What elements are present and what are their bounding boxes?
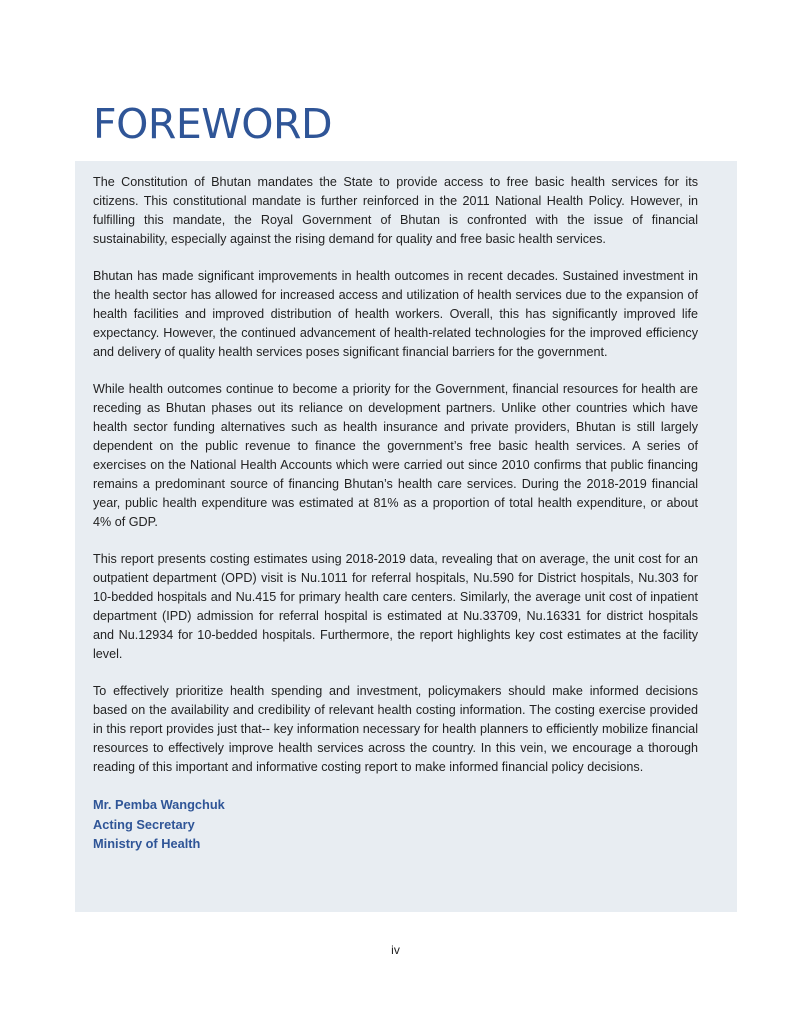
paragraph-4: This report presents costing estimates using 2018-2019 data, revealing that on average, the unit cost for an outpatient department (OPD) visit is Nu.1011 for referral hospitals, Nu.590 for District hospitals, Nu.303 for 10-bedded hospitals and Nu.415 for primary health care centers. Similarly, the average unit cost of inpatient department (IPD) admission for referral hospital is estimated at Nu.33709, Nu.16331 for district hospitals and Nu.12934 for 10-bedded hospitals. Furthermore, the report highlights key cost estimates at the facility level. bbox=[93, 552, 698, 661]
page-number: iv bbox=[391, 943, 400, 957]
foreword-body-box bbox=[75, 161, 737, 912]
signatory-position: Acting Secretary bbox=[93, 816, 195, 832]
paragraph-1: The Constitution of Bhutan mandates the State to provide access to free basic health services for its citizens. This constitutional mandate is further reinforced in the 2011 National Health Policy. However, in fulfilling this mandate, the Royal Government of Bhutan is confronted with the issue of financial sustainability, especially against the rising demand for quality and free basic health services. bbox=[93, 175, 698, 246]
signature-block bbox=[93, 795, 698, 854]
paragraph-3: While health outcomes continue to become a priority for the Government, financial resources for health are receding as Bhutan phases out its reliance on development partners. Unlike other countries which have health sector funding alternatives such as health insurance and private providers, Bhutan is still largely dependent on the public revenue to finance the government’s free basic health services. A series of exercises on the National Health Accounts which were carried out since 2010 confirms that public financing remains a predominant source of financing Bhutan’s health care services. During the 2018-2019 financial year, public health expenditure was estimated at 81% as a proportion of total health expenditure, or about 4% of GDP. bbox=[93, 382, 698, 529]
signatory-organization: Ministry of Health bbox=[93, 836, 201, 851]
signatory-name: Mr. Pemba Wangchuk bbox=[93, 797, 225, 812]
paragraph-2: Bhutan has made significant improvements in health outcomes in recent decades. Sustained investment in the health sector has allowed for increased access and utilization of health services due to the expansion of health facilities and improved distribution of health workers. Overall, this has significantly improved life expectancy. However, the continued advancement of health-related technologies for the improved efficiency and delivery of quality health services poses significant financial barriers for the government. bbox=[93, 269, 698, 359]
page-title: FOREWORD bbox=[93, 100, 333, 148]
paragraph-5: To effectively prioritize health spending and investment, policymakers should make informed decisions based on the availability and credibility of relevant health costing information. The costing exercise provided in this report provides just that-- key information necessary for health planners to efficiently mobilize financial resources to effectively improve health services across the country. In this vein, we encourage a thorough reading of this important and informative costing report to make informed financial policy decisions. bbox=[93, 684, 698, 774]
